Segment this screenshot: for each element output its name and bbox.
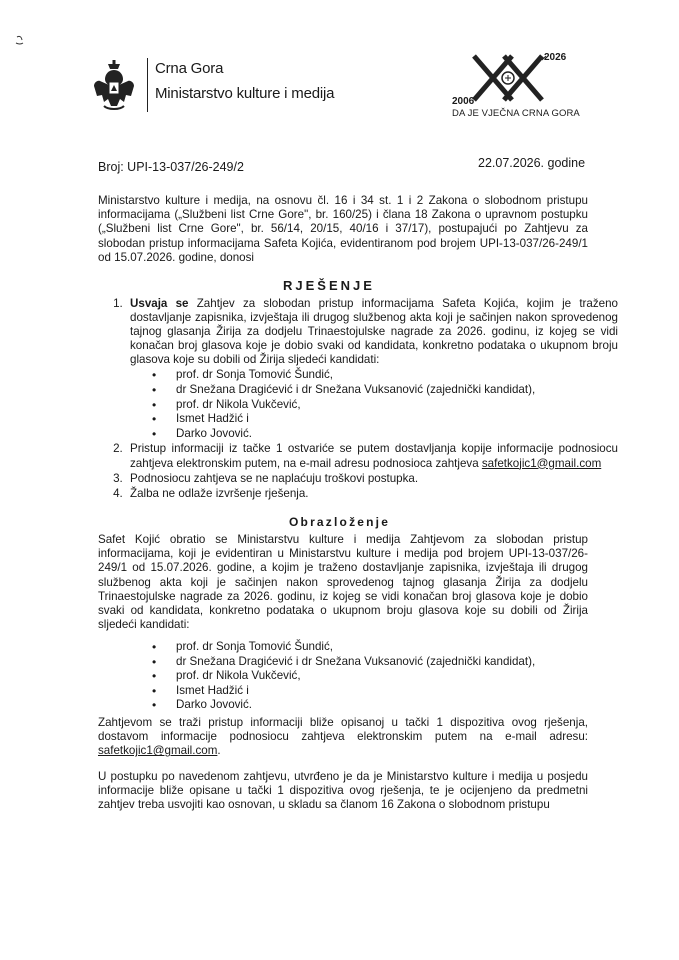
reasoning-candidate-list xyxy=(176,640,535,713)
decision-candidate-list xyxy=(130,368,618,441)
list-item: • prof. dr Nikola Vukčević, xyxy=(176,398,618,413)
intro-text: Ministarstvo kulture i medija, na osnovu čl. 16 i 34 st. 1 i 2 Zakona o slobodnom pristupu informacijama („Službeni list Crne Gore", br. 160/25) i člana 18 Zakona o upravnom postupku („Službeni list Crne Gore", br. 56/14, 20/15, 40/16 i 37/17), postupajući po Zahtjevu za slobodan pristup informacijama Safeta Kojića, evidentiranom pod brojem UPI-13-037/26-249/1 od 15.07.2026. godine, donosi xyxy=(98,194,588,264)
list-item: • prof. dr Sonja Tomović Šundić, xyxy=(176,368,618,383)
montenegro-coat-of-arms-icon xyxy=(92,60,136,112)
intro-paragraph xyxy=(98,194,588,265)
decision-item-2 xyxy=(126,442,618,470)
reasoning-paragraph-2 xyxy=(98,716,588,759)
corner-scan-mark-icon xyxy=(14,34,26,50)
decision-list xyxy=(98,297,618,502)
decision-heading: RJEŠENJE xyxy=(283,278,375,293)
decision-item-4 xyxy=(126,487,618,501)
jubilee-year-right: 2026 xyxy=(544,52,567,63)
org-ministry: Ministarstvo kulture i medija xyxy=(155,85,335,102)
reasoning-text-2-main: Zahtjevom se traži pristup informaciji bliže opisanoj u tački 1 dispozitiva ovog rješenja, dostavom informacije podnosiocu zahtjeva elektronskim putem na e-mail adresu: xyxy=(98,716,588,744)
reasoning-paragraph-3 xyxy=(98,770,588,813)
decision-item-3 xyxy=(126,472,618,486)
list-item: • dr Snežana Dragićević i dr Snežana Vuksanović (zajednički kandidat), xyxy=(176,655,535,670)
list-item: • Ismet Hadžić i xyxy=(176,684,535,699)
jubilee-year-left: 2006 xyxy=(452,96,475,107)
decision-item-4-text: Žalba ne odlaže izvršenje rješenja. xyxy=(130,486,309,500)
reference-number: Broj: UPI-13-037/26-249/2 xyxy=(98,160,244,174)
reasoning-text-1: Safet Kojić obratio se Ministarstvu kulture i medija Zahtjevom za slobodan pristup informacijama, koji je evidentiran u Ministarstvu kulture i medija pod brojem UPI-13-037/26-249/1 od 15.07.2026. godine, a kojim je traženo dostavljanje zapisnika, izvještaja ili drugog službenog akta koji je sačinjen nakon sprovedenog tajnog glasanja Žirija za dodjelu Trinaestojulske nagrade za 2026. godinu, iz kojeg se vidi konačan broj glasova koje je dobio svaki od kandidata, konkretno podataka o ukupnom broju glasova koje su dobili od Žirija sljedeći kandidati: xyxy=(98,533,588,632)
list-item: • Darko Jovović. xyxy=(176,427,618,442)
decision-item-1-text: Zahtjev za slobodan pristup informacijama Safeta Kojića, kojim je traženo dostavljanje zapisnika, izvještaja ili drugog službenog akta koji je sačinjen nakon sprovedenog tajnog glasanja Žirija za dodjelu Trinaestojulske nagrade za 2026. godinu, iz kojeg se vidi konačan broj glasova koje je dobio svaki od kandidata, konkretno podataka o ukupnom broju glasova koje su dobili od Žirija sljedeći kandidati: xyxy=(130,297,618,367)
reasoning-text-2 xyxy=(98,716,588,759)
jubilee-slogan: DA JE VJEČNA CRNA GORA xyxy=(452,108,580,119)
decision-item-1-bold: Usvaja se xyxy=(130,297,189,310)
reasoning-paragraph-1 xyxy=(98,533,588,632)
document-date: 22.07.2026. godine xyxy=(478,156,586,170)
decision-item-1 xyxy=(126,297,618,441)
list-item: • Ismet Hadžić i xyxy=(176,412,618,427)
list-item: • Darko Jovović. xyxy=(176,698,535,713)
list-item: • prof. dr Nikola Vukčević, xyxy=(176,669,535,684)
list-item: • prof. dr Sonja Tomović Šundić, xyxy=(176,640,535,655)
decision-item-2-text: Pristup informaciji iz tačke 1 ostvariće se putem dostavljanja kopije informacije podnosiocu zahtjeva elektronskim putem, na e-mail adresu podnosioca zahtjeva xyxy=(130,442,618,470)
reasoning-heading: Obrazloženje xyxy=(289,515,391,529)
reasoning-text-3: U postupku po navedenom zahtjevu, utvrđeno je da je Ministarstvo kulture i medija u posjedu informacije bliže opisane u tački 1 dispozitiva ovog rješenja, te je ocijenjeno da predmetni zahtjev treba usvojiti kao osnovan, u skladu sa članom 16 Zakona o slobodnom pristupu xyxy=(98,770,588,812)
email-link[interactable]: safetkojic1@gmail.com xyxy=(98,744,218,758)
decision-item-3-text: Podnosiocu zahtjeva se ne naplaćuju troškovi postupka. xyxy=(130,471,419,485)
list-item: • dr Snežana Dragićević i dr Snežana Vuksanović (zajednički kandidat), xyxy=(176,383,618,398)
header-divider xyxy=(147,58,148,112)
org-country: Crna Gora xyxy=(155,60,224,77)
email-link[interactable]: safetkojic1@gmail.com xyxy=(481,456,602,470)
reasoning-text-2-end: . xyxy=(217,744,221,758)
